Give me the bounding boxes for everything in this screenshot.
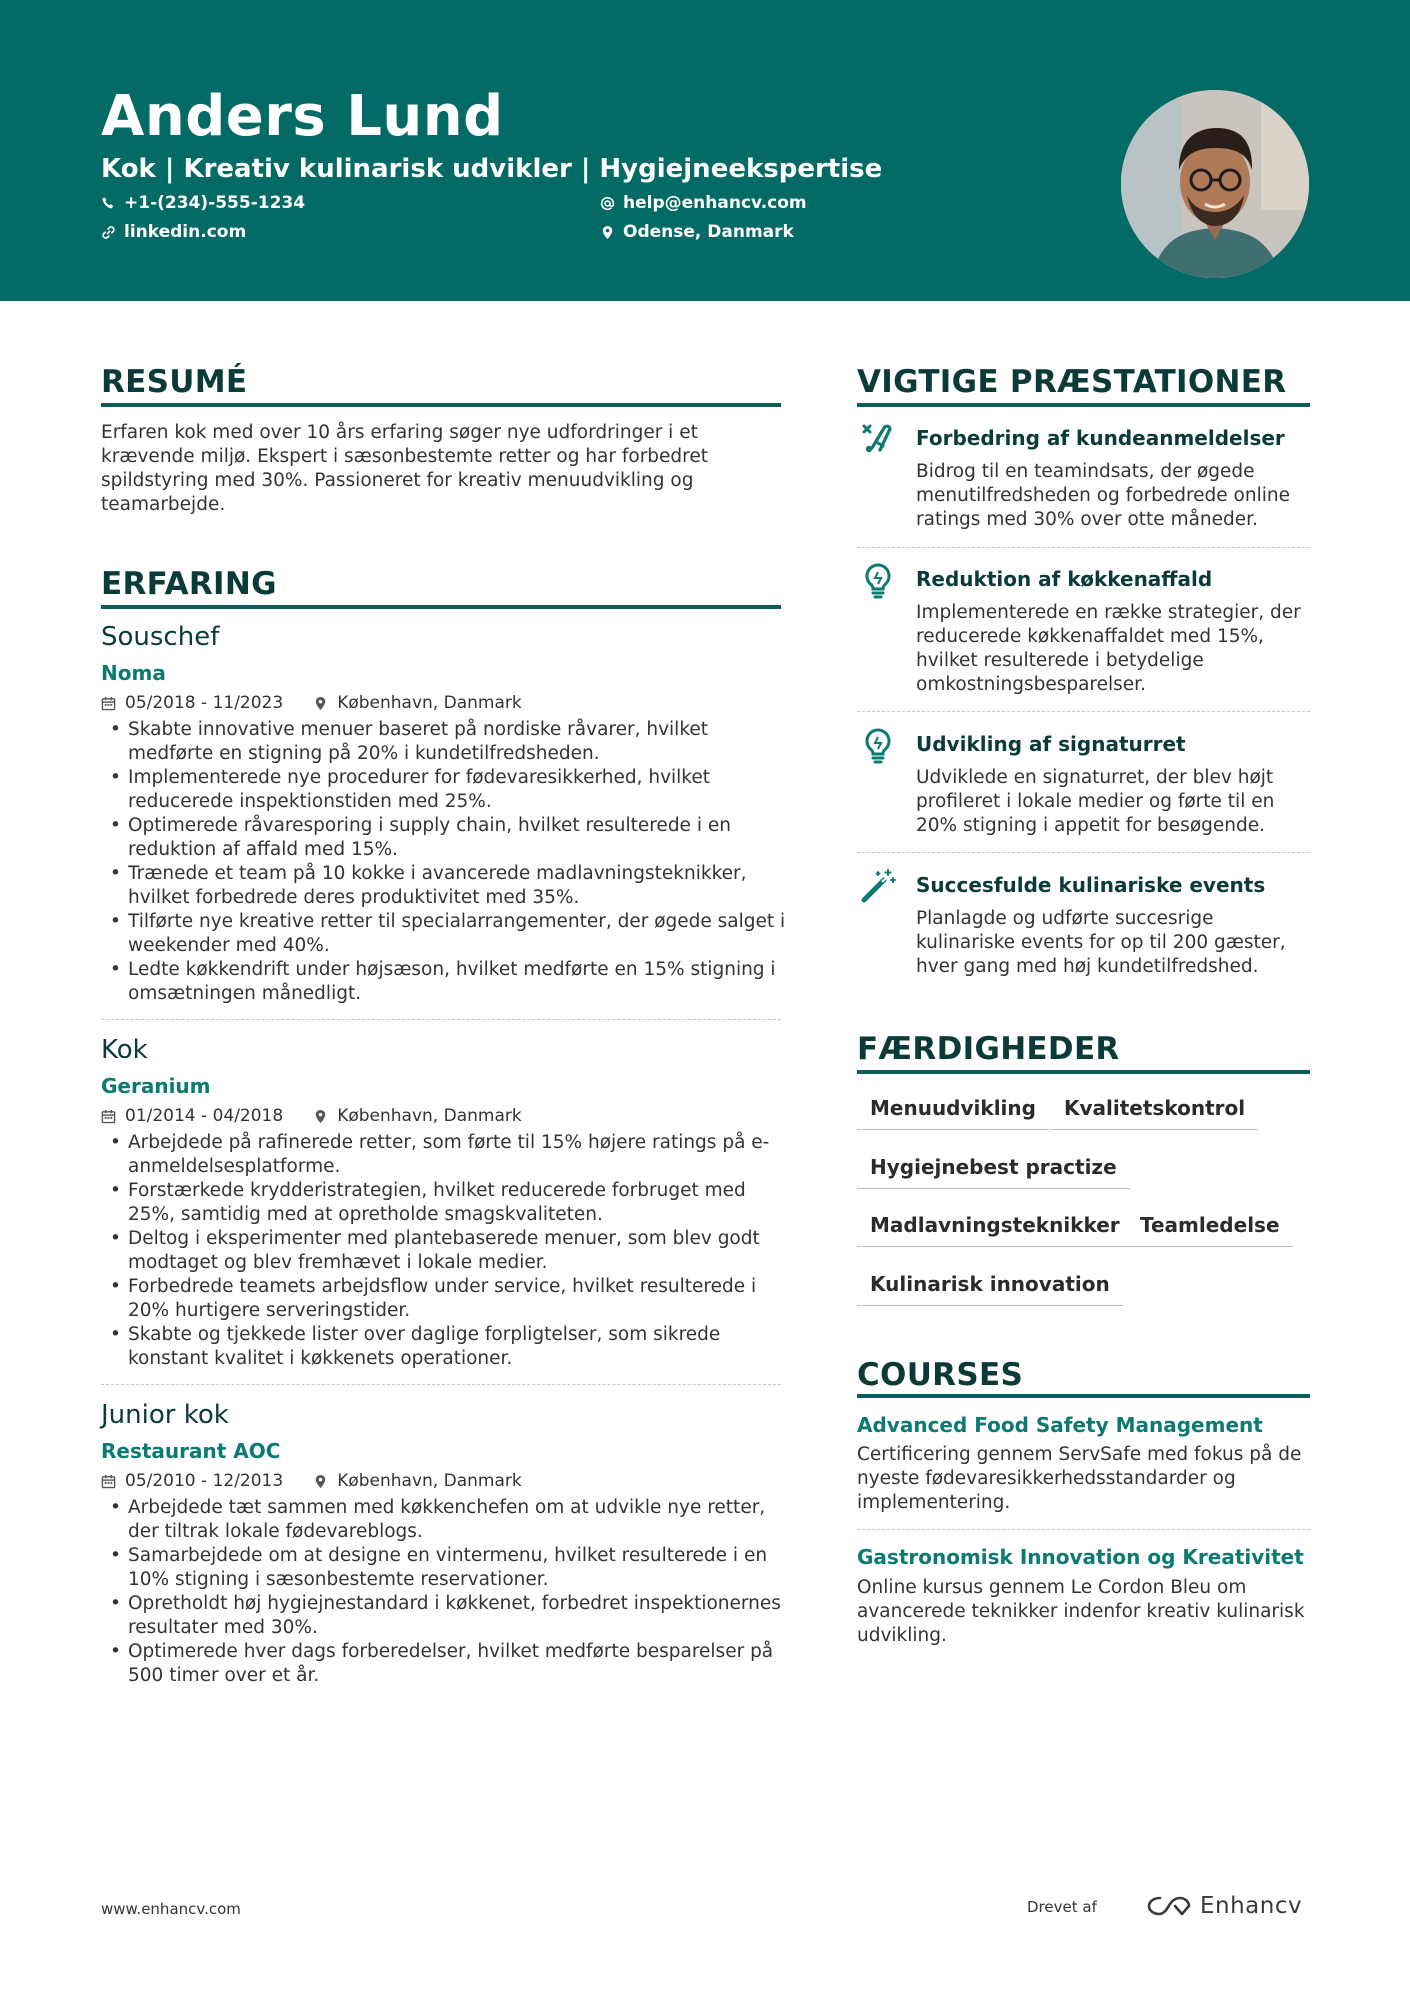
job-bullet: • Opretholdt høj hygiejnestandard i køkkenet, forbedret inspektionernes resultater med 30%.	[101, 1592, 791, 1640]
job-bullet: • Optimerede hver dags forberedelser, hvilket medførte besparelser på 500 timer over et år.	[101, 1640, 791, 1688]
achievements-rule	[857, 403, 1310, 407]
job-meta	[101, 1470, 522, 1492]
courses-heading: COURSES	[857, 1357, 1024, 1393]
achievements-heading: VIGTIGE PRÆSTATIONER	[857, 364, 1287, 400]
footer-powered-by: Drevet af	[1027, 1898, 1097, 1916]
location-pin-icon	[313, 696, 328, 711]
course-title: Gastronomisk Innovation og Kreativitet	[857, 1545, 1304, 1569]
enhancv-logo-icon	[1146, 1894, 1192, 1918]
course-desc: Online kursus gennem Le Cordon Bleu om avancerede teknikker indenfor kreativ kulinarisk udvikling.	[857, 1577, 1305, 1646]
skill-tag: Menuudvikling	[857, 1095, 1049, 1130]
job-location: København, Danmark	[337, 693, 522, 713]
achievement-title: Forbedring af kundeanmeldelser	[916, 426, 1285, 450]
calendar-icon	[101, 1474, 116, 1489]
achievement-title: Succesfulde kulinariske events	[916, 873, 1266, 897]
job-bullet: • Deltog i eksperimenter med plantebaserede menuer, som blev godt modtaget og blev fremhævet i lokale medier.	[101, 1227, 791, 1275]
job-bullet: • Skabte og tjekkede lister over daglige forpligtelser, som sikrede konstant kvalitet i køkkenets operationer.	[101, 1323, 791, 1371]
job-location: København, Danmark	[337, 1471, 522, 1491]
company-name: Geranium	[101, 1074, 211, 1098]
job-bullet: • Optimerede råvaresporing i supply chain, hvilket resulterede i en reduktion af affald med 15%.	[101, 814, 791, 862]
location-pin-icon	[600, 225, 615, 240]
link-icon	[101, 225, 116, 240]
divider	[857, 1529, 1310, 1530]
at-icon	[600, 196, 615, 211]
experience-heading: ERFARING	[101, 566, 277, 602]
company-name: Restaurant AOC	[101, 1439, 281, 1463]
pen-nib-icon	[858, 418, 898, 458]
job-meta	[101, 692, 522, 714]
job-bullet: • Arbejdede på rafinerede retter, som førte til 15% højere ratings på e-anmeldelsesplatforme.	[101, 1131, 791, 1179]
calendar-icon	[101, 696, 116, 711]
lightbulb-icon	[858, 560, 898, 600]
location-pin-icon	[313, 1109, 328, 1124]
job-bullets	[101, 1131, 791, 1371]
course-desc: Certificering gennem ServSafe med fokus på de nyeste fødevaresikkerhedsstandarder og implementering.	[857, 1444, 1302, 1513]
magic-wand-icon	[858, 866, 898, 906]
candidate-subtitle: Kok | Kreativ kulinarisk udvikler | Hygiejneekspertise	[101, 154, 883, 184]
divider	[101, 1019, 781, 1020]
contact-linkedin[interactable]	[101, 220, 246, 244]
enhancv-logo[interactable]	[1146, 1893, 1302, 1919]
phone-text: +1-(234)-555-1234	[124, 193, 306, 213]
divider	[857, 547, 1310, 548]
location-pin-icon	[313, 1474, 328, 1489]
contact-location	[600, 220, 794, 244]
job-title: Kok	[101, 1035, 148, 1065]
job-title: Junior kok	[101, 1400, 229, 1430]
contact-phone[interactable]	[101, 191, 305, 215]
location-text: Odense, Danmark	[623, 222, 794, 242]
job-title: Souschef	[101, 622, 220, 652]
calendar-icon	[101, 1109, 116, 1124]
job-bullet: • Trænede et team på 10 kokke i avancerede madlavningsteknikker, hvilket forbedrede deres produktivitet med 35%.	[101, 862, 791, 910]
enhancv-logo-text: Enhancv	[1200, 1893, 1303, 1919]
resume-header	[0, 0, 1410, 301]
skills-rule	[857, 1070, 1310, 1074]
lightbulb-icon	[858, 725, 898, 765]
skill-tag: Kvalitetskontrol	[1051, 1095, 1258, 1130]
job-location: København, Danmark	[337, 1106, 522, 1126]
divider	[101, 1384, 781, 1385]
achievement-desc: Planlagde og udførte succesrige kulinariske events for op til 200 gæster, hver gang med høj kundetilfredshed.	[916, 908, 1286, 977]
achievement-desc: Bidrog til en teamindsats, der øgede menutilfredsheden og forbedrede online ratings med 30% over otte måneder.	[916, 461, 1290, 530]
job-bullets	[101, 1496, 791, 1688]
email-text: help@enhancv.com	[623, 193, 807, 213]
job-bullet: • Ledte køkkendrift under højsæson, hvilket medførte en 15% stigning i omsætningen månedligt.	[101, 958, 791, 1006]
contact-email[interactable]	[600, 191, 807, 215]
courses-rule	[857, 1394, 1310, 1398]
profile-photo	[1121, 90, 1309, 278]
job-bullet: • Samarbejdede om at designe en vintermenu, hvilket resulterede i en 10% stigning i sæsonbestemte reservationer.	[101, 1544, 791, 1592]
job-bullet: • Forstærkede krydderistrategien, hvilket reducerede forbruget med 25%, samtidig med at opretholde smagskvaliteten.	[101, 1179, 791, 1227]
candidate-name: Anders Lund	[101, 84, 504, 149]
course-title: Advanced Food Safety Management	[857, 1413, 1263, 1437]
divider	[857, 852, 1310, 853]
job-bullets	[101, 718, 791, 1006]
skill-tag: Kulinarisk innovation	[857, 1271, 1123, 1306]
skill-tag: Madlavningsteknikker	[857, 1212, 1133, 1247]
achievement-title: Udvikling af signaturret	[916, 732, 1186, 756]
skill-tag: Hygiejnebest practize	[857, 1154, 1130, 1189]
job-dates: 01/2014 - 04/2018	[125, 1106, 284, 1126]
phone-icon	[101, 196, 116, 211]
achievement-desc: Implementerede en række strategier, der reducerede køkkenaffaldet med 15%, hvilket resulterede i betydelige omkostningsbesparelser.	[916, 602, 1301, 695]
job-bullet: • Implementerede nye procedurer for fødevaresikkerhed, hvilket reducerede inspektionstiden med 25%.	[101, 766, 791, 814]
achievement-desc: Udviklede en signaturret, der blev højt profileret i lokale medier og førte til en 20% stigning i appetit for besøgende.	[916, 767, 1275, 836]
job-dates: 05/2018 - 11/2023	[125, 693, 284, 713]
job-bullet: • Tilførte nye kreative retter til specialarrangementer, der øgede salget i weekender med 40%.	[101, 910, 791, 958]
job-meta	[101, 1105, 522, 1127]
experience-rule	[101, 605, 781, 609]
summary-rule	[101, 403, 781, 407]
skill-tag: Teamledelse	[1127, 1212, 1293, 1247]
job-dates: 05/2010 - 12/2013	[125, 1471, 284, 1491]
job-bullet: • Arbejdede tæt sammen med køkkenchefen om at udvikle nye retter, der tiltrak lokale fødevareblogs.	[101, 1496, 791, 1544]
skills-heading: FÆRDIGHEDER	[857, 1031, 1120, 1067]
footer-url[interactable]: www.enhancv.com	[101, 1900, 241, 1918]
company-name: Noma	[101, 661, 166, 685]
job-bullet: • Forbedrede teamets arbejdsflow under service, hvilket resulterede i 20% hurtigere serveringstider.	[101, 1275, 791, 1323]
linkedin-text: linkedin.com	[124, 222, 247, 242]
divider	[857, 711, 1310, 712]
job-bullet: • Skabte innovative menuer baseret på nordiske råvarer, hvilket medførte en stigning på 20% i kundetilfredsheden.	[101, 718, 791, 766]
achievement-title: Reduktion af køkkenaffald	[916, 567, 1213, 591]
summary-heading: RESUMÉ	[101, 364, 248, 400]
summary-text: Erfaren kok med over 10 års erfaring søger nye udfordringer i et krævende miljø. Ekspert i sæsonbestemte retter og har forbedret spildstyring med 30%. Passioneret for kreativ menuudvikling og teamarbejde.	[101, 422, 709, 515]
